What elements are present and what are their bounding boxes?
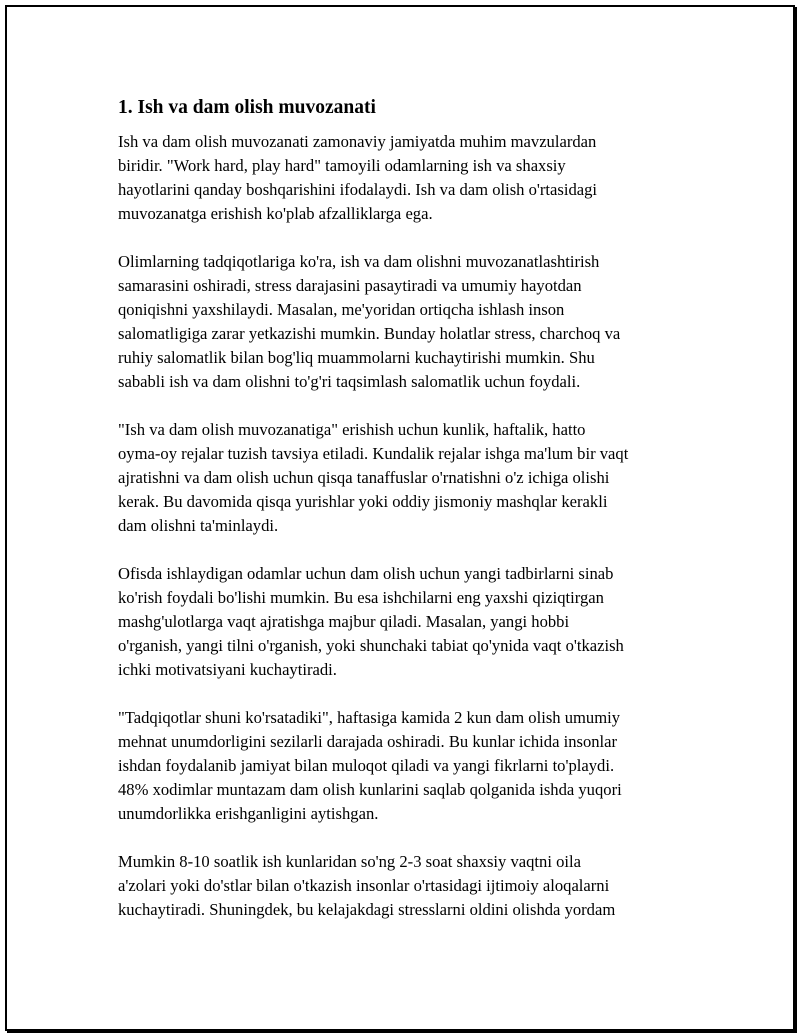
paragraph-line: kuchaytiradi. Shuningdek, bu kelajakdagi stresslarni oldini olishda yordam	[118, 900, 616, 919]
paragraph-3	[118, 418, 688, 538]
paragraph-line: mehnat unumdorligini sezilarli darajada oshiradi. Bu kunlar ichida insonlar	[118, 732, 618, 751]
paragraph-line: ishdan foydalanib jamiyat bilan muloqot qiladi va yangi fikrlarni to'playdi.	[118, 756, 615, 775]
paragraph-line: ajratishni va dam olish uchun qisqa tanaffuslar o'rnatishni o'z ichiga olishi	[118, 468, 610, 487]
paragraph-line: Ofisda ishlaydigan odamlar uchun dam olish uchun yangi tadbirlarni sinab	[118, 564, 614, 583]
paragraph-line: samarasini oshiradi, stress darajasini pasaytiradi va umumiy hayotdan	[118, 276, 582, 295]
paragraph-line: ichki motivatsiyani kuchaytiradi.	[118, 660, 337, 679]
paragraph-line: Olimlarning tadqiqotlariga ko'ra, ish va dam olishni muvozanatlashtirish	[118, 252, 600, 271]
paragraph-line: "Ish va dam olish muvozanatiga" erishish uchun kunlik, haftalik, hatto	[118, 420, 586, 439]
paragraph-line: biridir. "Work hard, play hard" tamoyili odamlarning ish va shaxsiy	[118, 156, 566, 175]
paragraph-line: kerak. Bu davomida qisqa yurishlar yoki oddiy jismoniy mashqlar kerakli	[118, 492, 608, 511]
paragraph-line: o'rganish, yangi tilni o'rganish, yoki shunchaki tabiat qo'ynida vaqt o'tkazish	[118, 636, 624, 655]
paragraph-line: salomatligiga zarar yetkazishi mumkin. Bunday holatlar stress, charchoq va	[118, 324, 621, 343]
paragraph-line: a'zolari yoki do'stlar bilan o'tkazish insonlar o'rtasidagi ijtimoiy aloqalarni	[118, 876, 610, 895]
paragraph-line: hayotlarini qanday boshqarishini ifodalaydi. Ish va dam olish o'rtasidagi	[118, 180, 598, 199]
document-content	[118, 96, 688, 946]
paragraph-line: "Tadqiqotlar shuni ko'rsatadiki", haftasiga kamida 2 kun dam olish umumiy	[118, 708, 621, 727]
paragraph-line: muvozanatga erishish ko'plab afzalliklarga ega.	[118, 204, 433, 223]
paragraph-line: qoniqishni yaxshilaydi. Masalan, me'yoridan ortiqcha ishlash inson	[118, 300, 565, 319]
paragraph-line: ruhiy salomatlik bilan bog'liq muammolarni kuchaytirishi mumkin. Shu	[118, 348, 595, 367]
paragraph-line: Ish va dam olish muvozanati zamonaviy jamiyatda muhim mavzulardan	[118, 132, 597, 151]
paragraph-line: Mumkin 8-10 soatlik ish kunlaridan so'ng 2-3 soat shaxsiy vaqtni oila	[118, 852, 581, 871]
paragraph-line: 48% xodimlar muntazam dam olish kunlarini saqlab qolganida ishda yuqori	[118, 780, 622, 799]
paragraph-6	[118, 850, 688, 922]
paragraph-1	[118, 130, 688, 226]
paragraph-line: unumdorlikka erishganligini aytishgan.	[118, 804, 379, 823]
paragraph-line: oyma-oy rejalar tuzish tavsiya etiladi. Kundalik rejalar ishga ma'lum bir vaqt	[118, 444, 629, 463]
paragraph-line: dam olishni ta'minlaydi.	[118, 516, 279, 535]
paragraph-line: ko'rish foydali bo'lishi mumkin. Bu esa ishchilarni eng yaxshi qiziqtirgan	[118, 588, 604, 607]
section-heading: 1. Ish va dam olish muvozanati	[118, 97, 376, 118]
paragraph-2	[118, 250, 688, 394]
paragraph-line: mashg'ulotlarga vaqt ajratishga majbur qiladi. Masalan, yangi hobbi	[118, 612, 570, 631]
paragraph-4	[118, 562, 688, 682]
paragraph-line: sababli ish va dam olishni to'g'ri taqsimlash salomatlik uchun foydali.	[118, 372, 581, 391]
paragraph-5	[118, 706, 688, 826]
